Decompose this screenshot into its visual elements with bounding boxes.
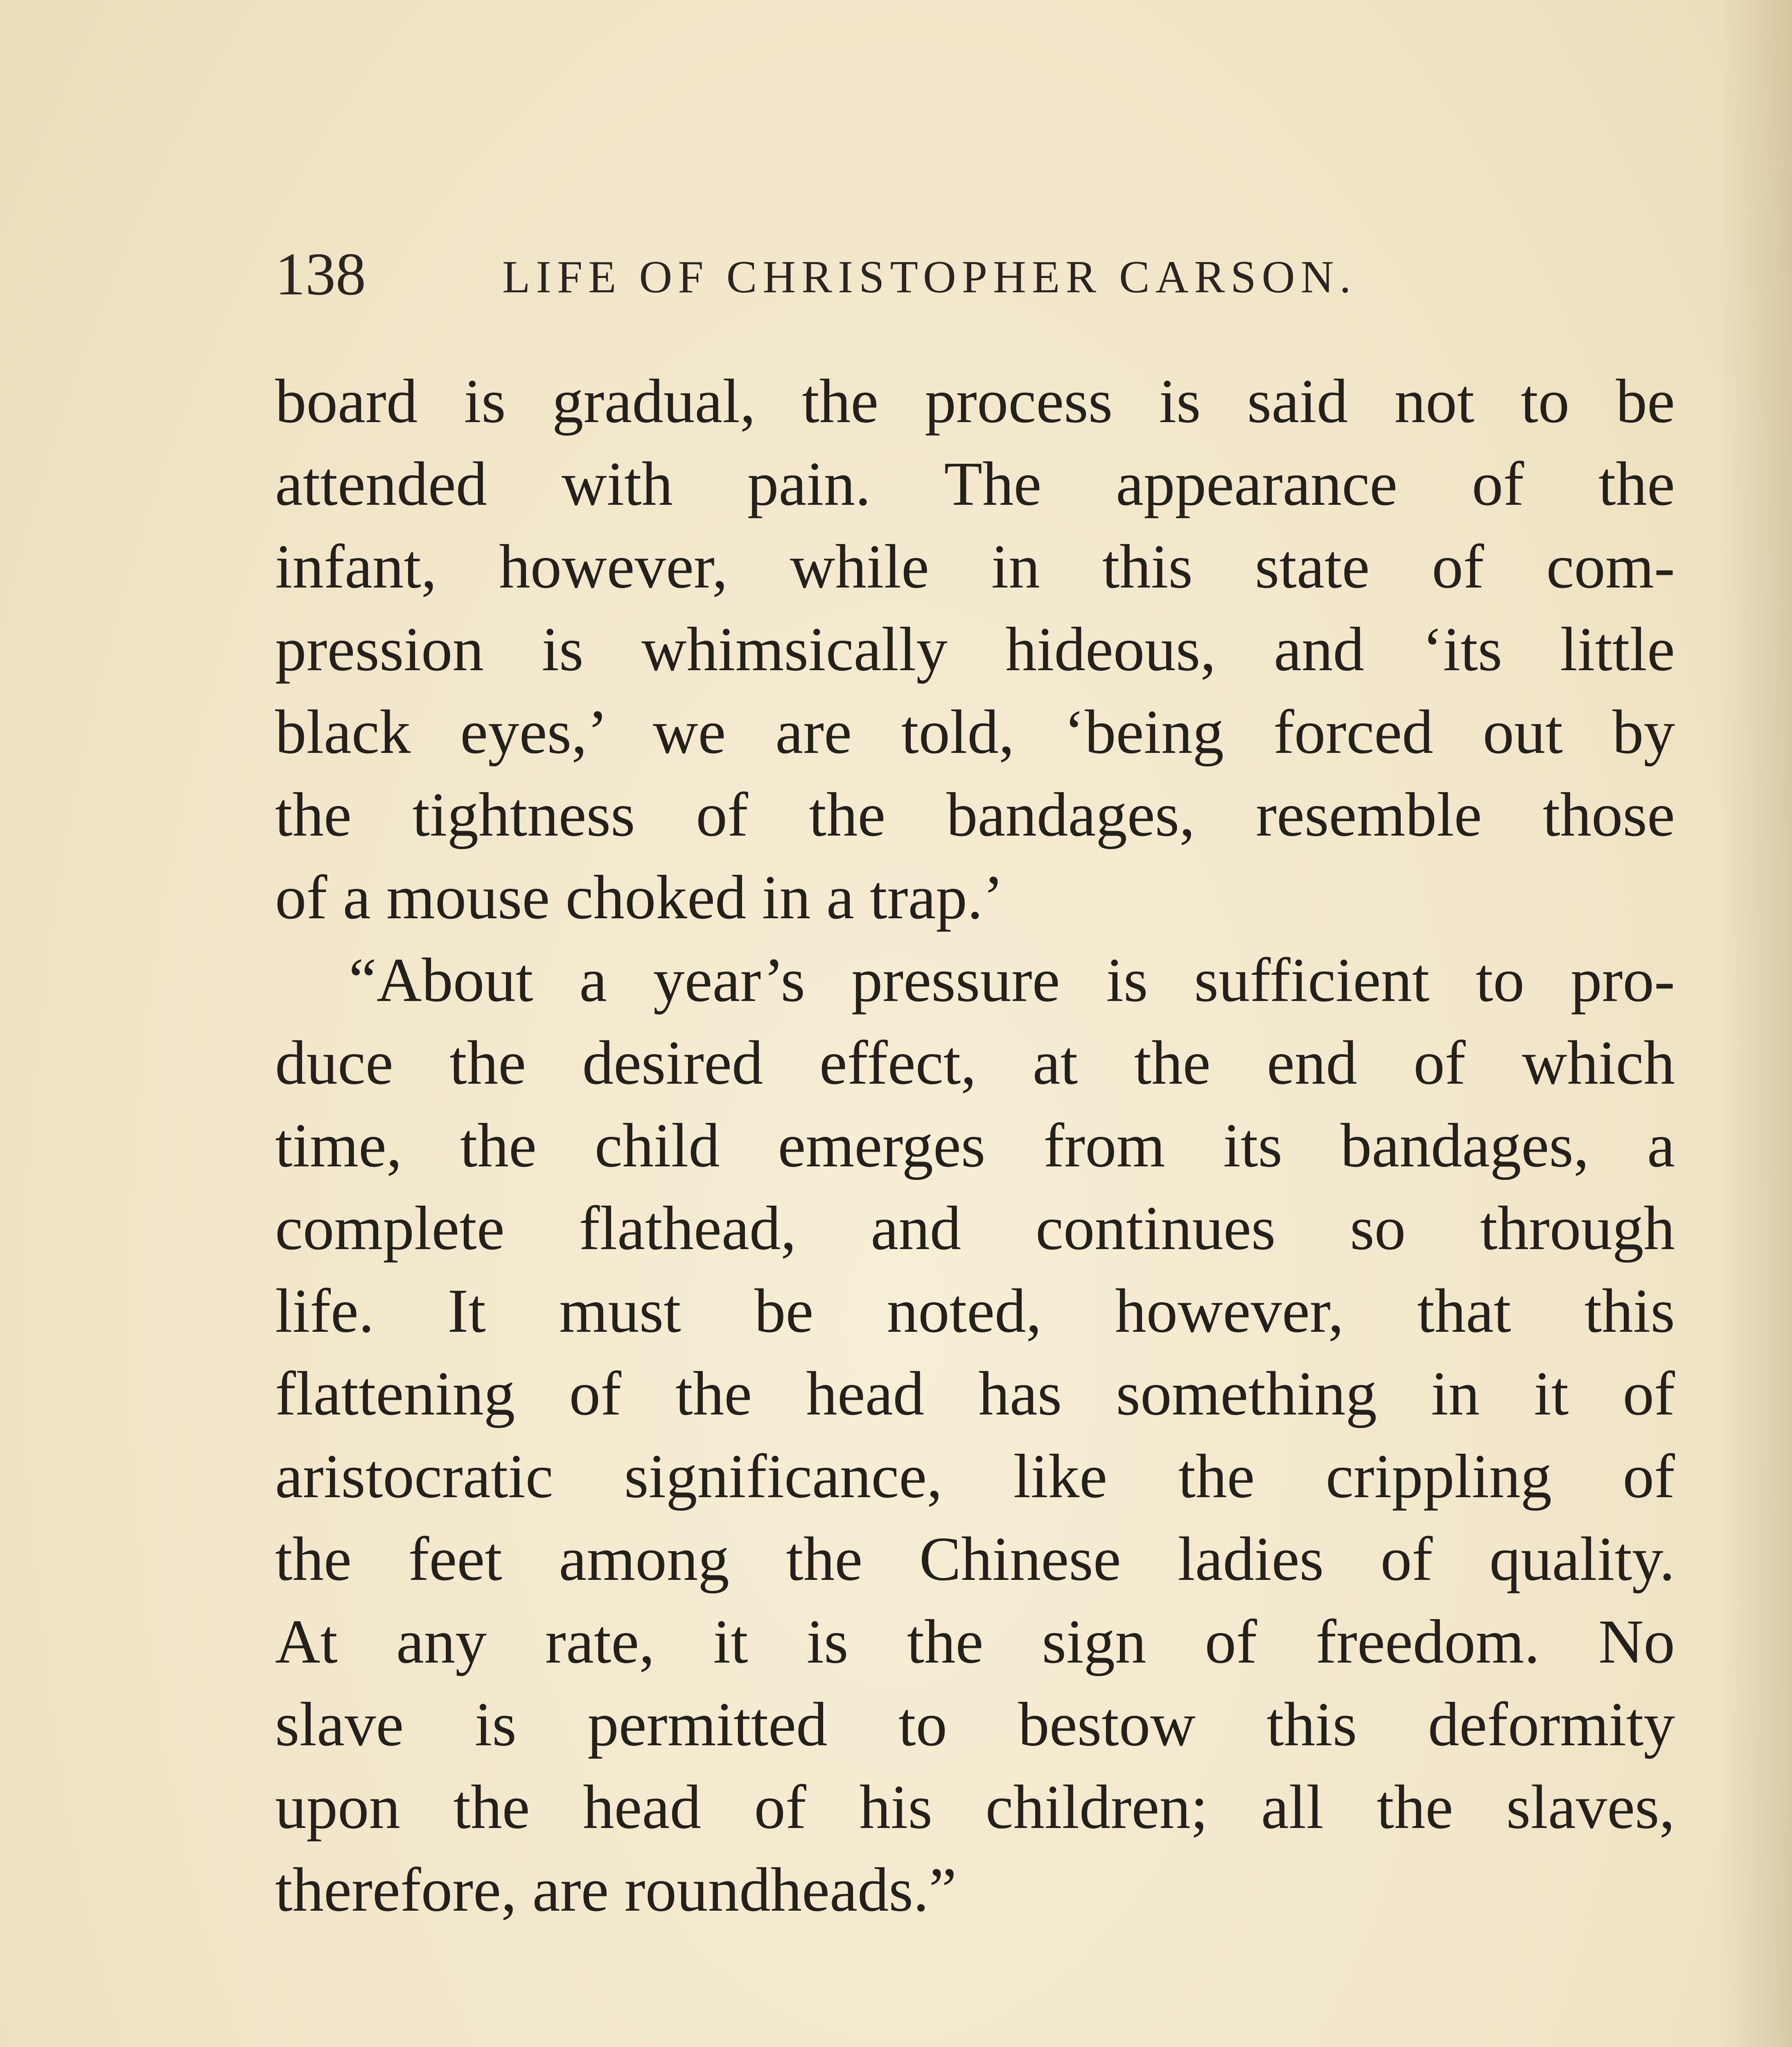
paragraph-1: [275, 360, 1675, 939]
text-line: the feet among the Chinese ladies of quality.: [275, 1525, 1675, 1594]
page-number: 138: [275, 241, 366, 308]
text-line: aristocratic significance, like the crippling of: [275, 1442, 1675, 1511]
running-title: LIFE OF CHRISTOPHER CARSON.: [502, 252, 1357, 303]
paragraph-2: [275, 939, 1675, 1932]
text-line: infant, however, while in this state of com-: [275, 532, 1675, 601]
text-line: the tightness of the bandages, resemble those: [275, 780, 1675, 850]
text-line: duce the desired effect, at the end of which: [275, 1028, 1675, 1098]
text-line: complete flathead, and continues so through: [275, 1194, 1675, 1263]
text-line: therefore, are roundheads.”: [275, 1855, 957, 1925]
text-line: black eyes,’ we are told, ‘being forced out by: [275, 698, 1675, 767]
page-header: [275, 237, 1675, 319]
text-line: slave is permitted to bestow this deformity: [275, 1690, 1675, 1759]
text-line: life. It must be noted, however, that this: [275, 1277, 1675, 1346]
text-line: upon the head of his children; all the slaves,: [275, 1773, 1675, 1842]
text-line: time, the child emerges from its bandages, a: [275, 1111, 1675, 1180]
text-line: At any rate, it is the sign of freedom. No: [275, 1607, 1675, 1676]
text-line: of a mouse choked in a trap.’: [275, 863, 1004, 932]
body-text: [275, 360, 1675, 1932]
text-line: attended with pain. The appearance of the: [275, 450, 1675, 519]
text-line: flattening of the head has something in it of: [275, 1359, 1675, 1428]
text-line: “About a year’s pressure is sufficient to pro-: [349, 946, 1675, 1015]
text-line: board is gradual, the process is said not to be: [275, 367, 1675, 436]
text-line: pression is whimsically hideous, and ‘its little: [275, 615, 1675, 684]
